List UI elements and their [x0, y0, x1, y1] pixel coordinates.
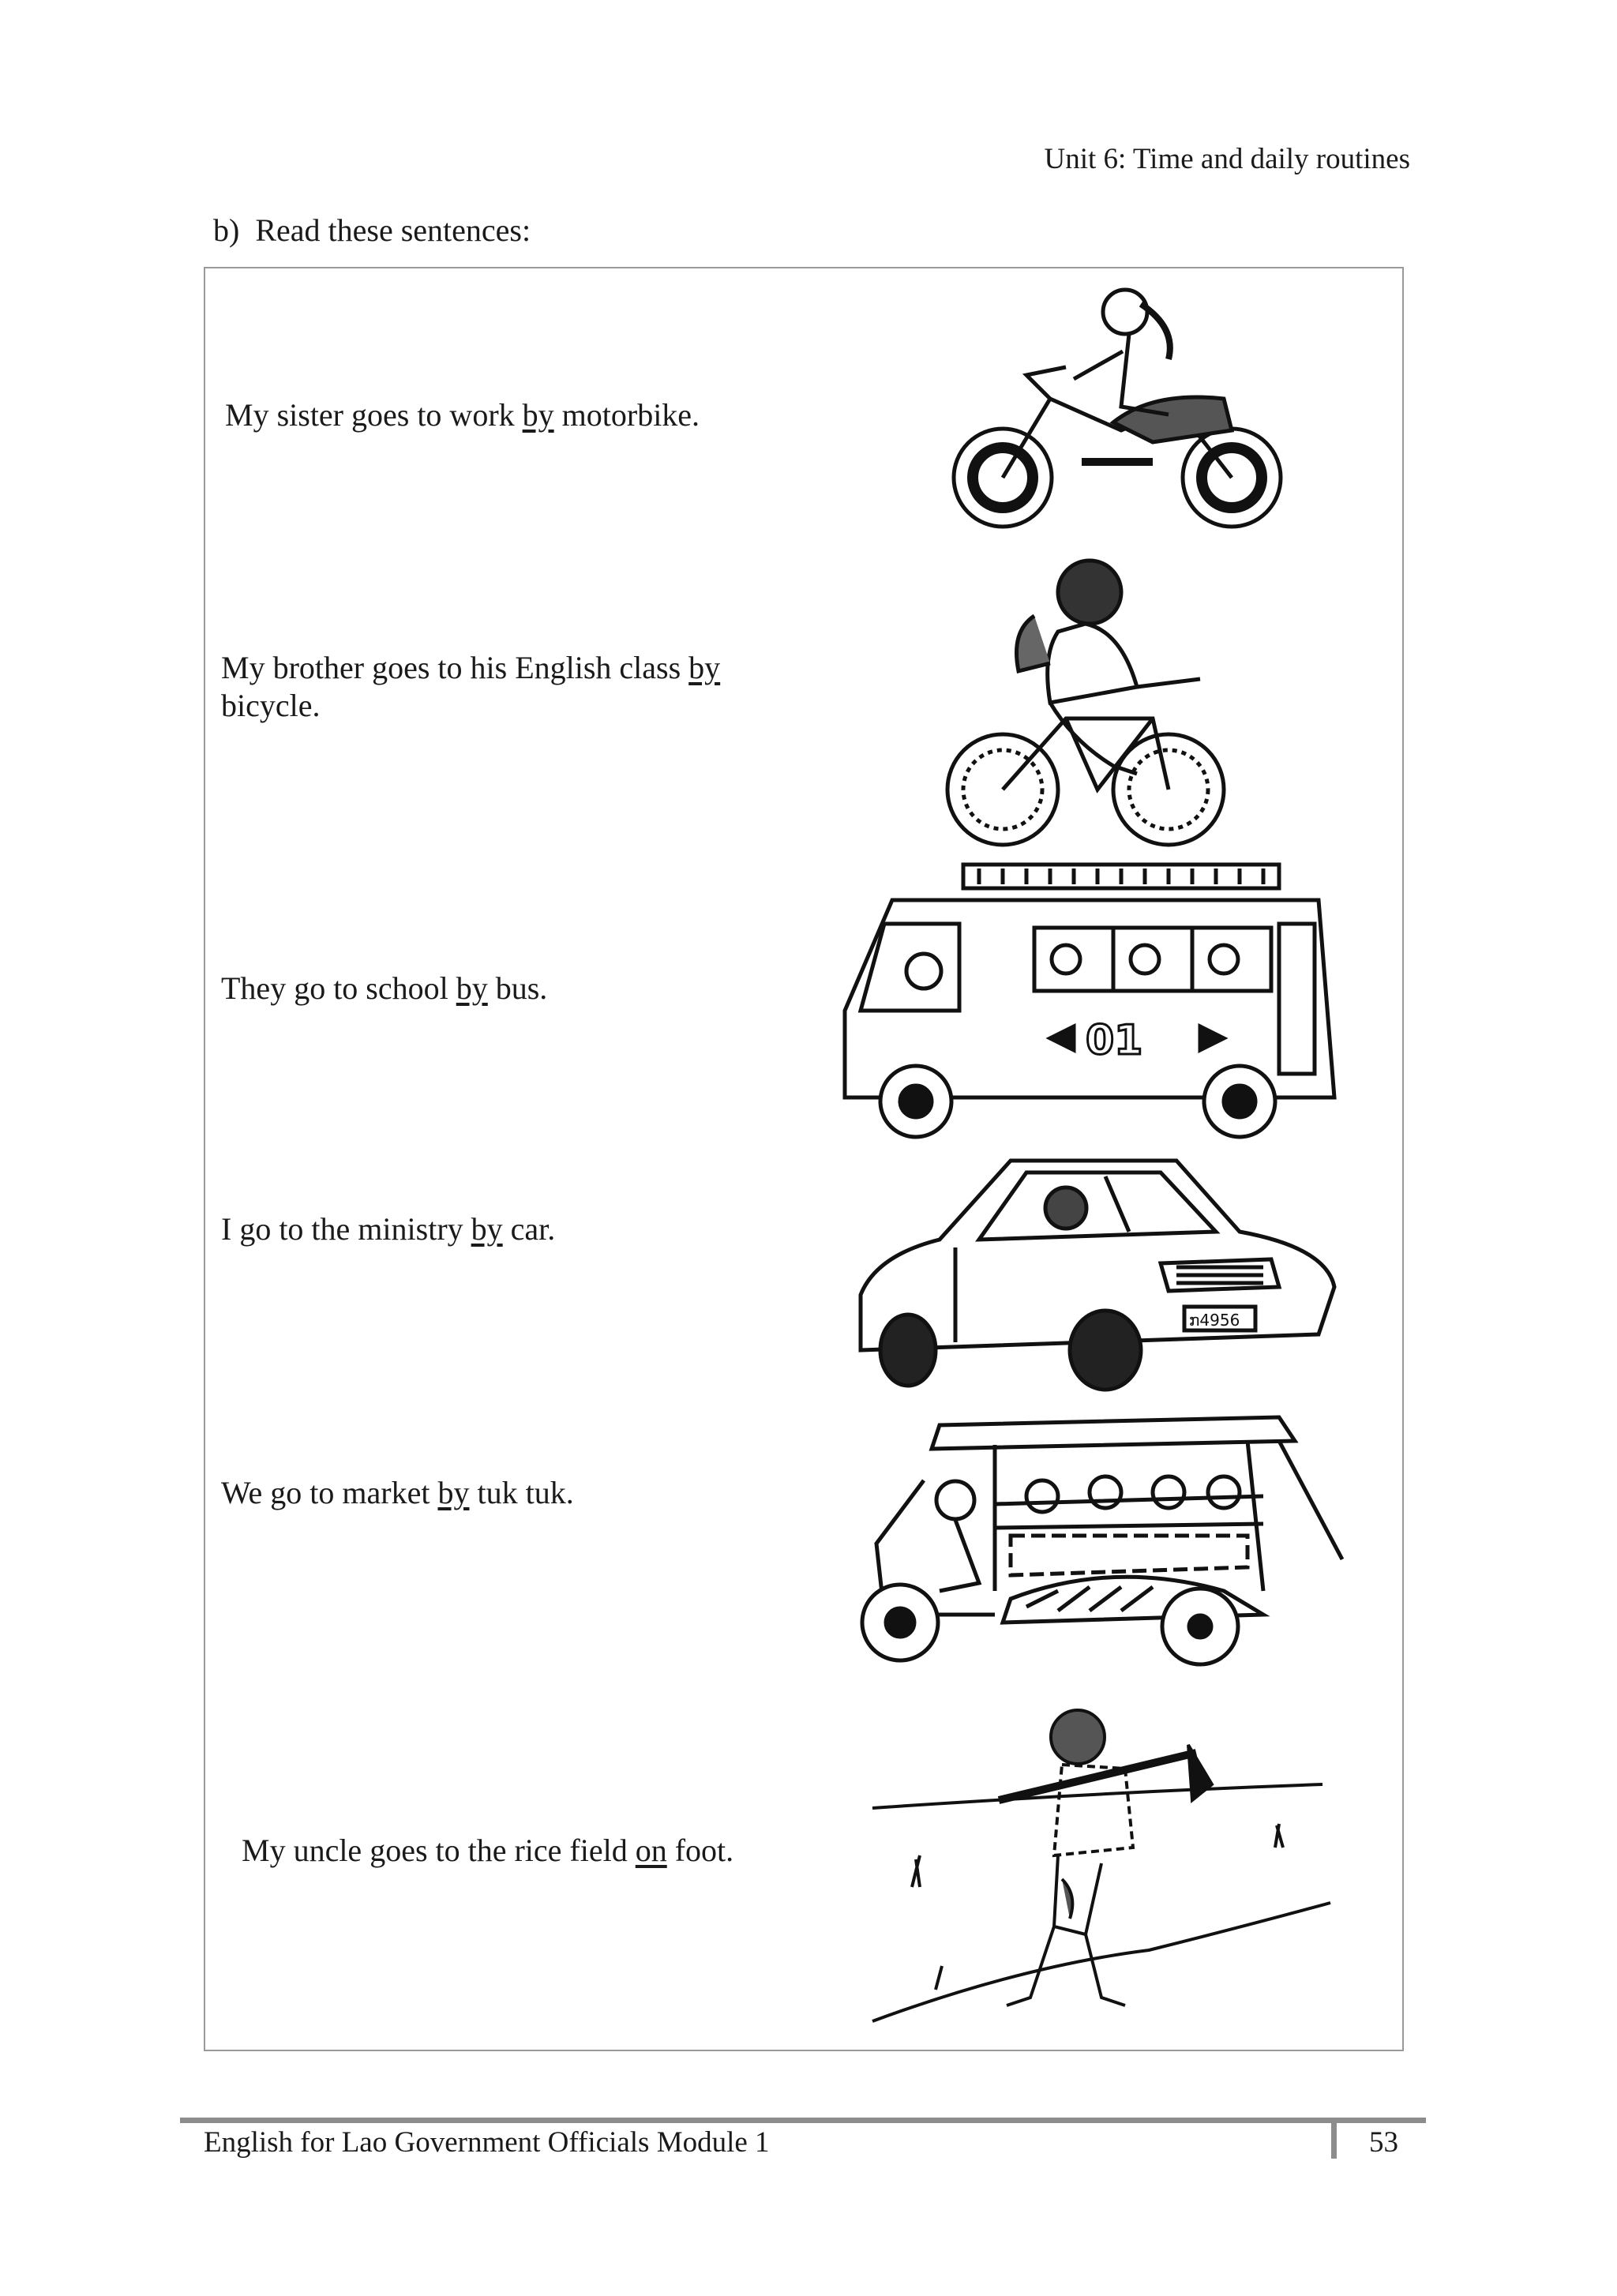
sentences-box — [204, 267, 1404, 2051]
sentence-tuk-tuk: We go to market by tuk tuk. — [221, 1475, 574, 1510]
preposition: by — [456, 970, 488, 1006]
walking-farmer-icon — [865, 1690, 1338, 2045]
car-plate: ກ4956 — [1189, 1311, 1240, 1330]
footer-title: English for Lao Government Officials Module 1 — [204, 2126, 770, 2159]
preposition: by — [437, 1475, 470, 1510]
footer-rule — [180, 2118, 1426, 2123]
bicycle-icon — [932, 545, 1263, 861]
tuk-tuk-icon — [853, 1409, 1358, 1678]
sentence-foot: My uncle goes to the rice field on foot. — [242, 1833, 734, 1868]
sentence-bus: They go to school by bus. — [221, 970, 548, 1006]
sentence-car: I go to the ministry by car. — [221, 1211, 556, 1247]
page-number: 53 — [1369, 2126, 1398, 2159]
footer-divider — [1331, 2118, 1337, 2159]
bus-icon — [829, 861, 1350, 1145]
preposition: by — [471, 1211, 503, 1247]
sentence-motorbike: My sister goes to work by motorbike. — [225, 397, 700, 433]
instruction-text: Read these sentences: — [255, 212, 531, 248]
instruction-label: b) — [213, 212, 240, 248]
preposition: by — [688, 650, 721, 685]
unit-title: Unit 6: Time and daily routines — [1044, 143, 1410, 175]
bus-number: 01 — [1086, 1017, 1143, 1064]
preposition: on — [635, 1833, 667, 1868]
preposition: by — [522, 397, 554, 433]
sentence-bicycle: My brother goes to his English class by bicycle. — [221, 650, 721, 723]
motorbike-icon — [916, 272, 1326, 541]
car-icon — [845, 1145, 1350, 1397]
instruction — [213, 212, 531, 249]
